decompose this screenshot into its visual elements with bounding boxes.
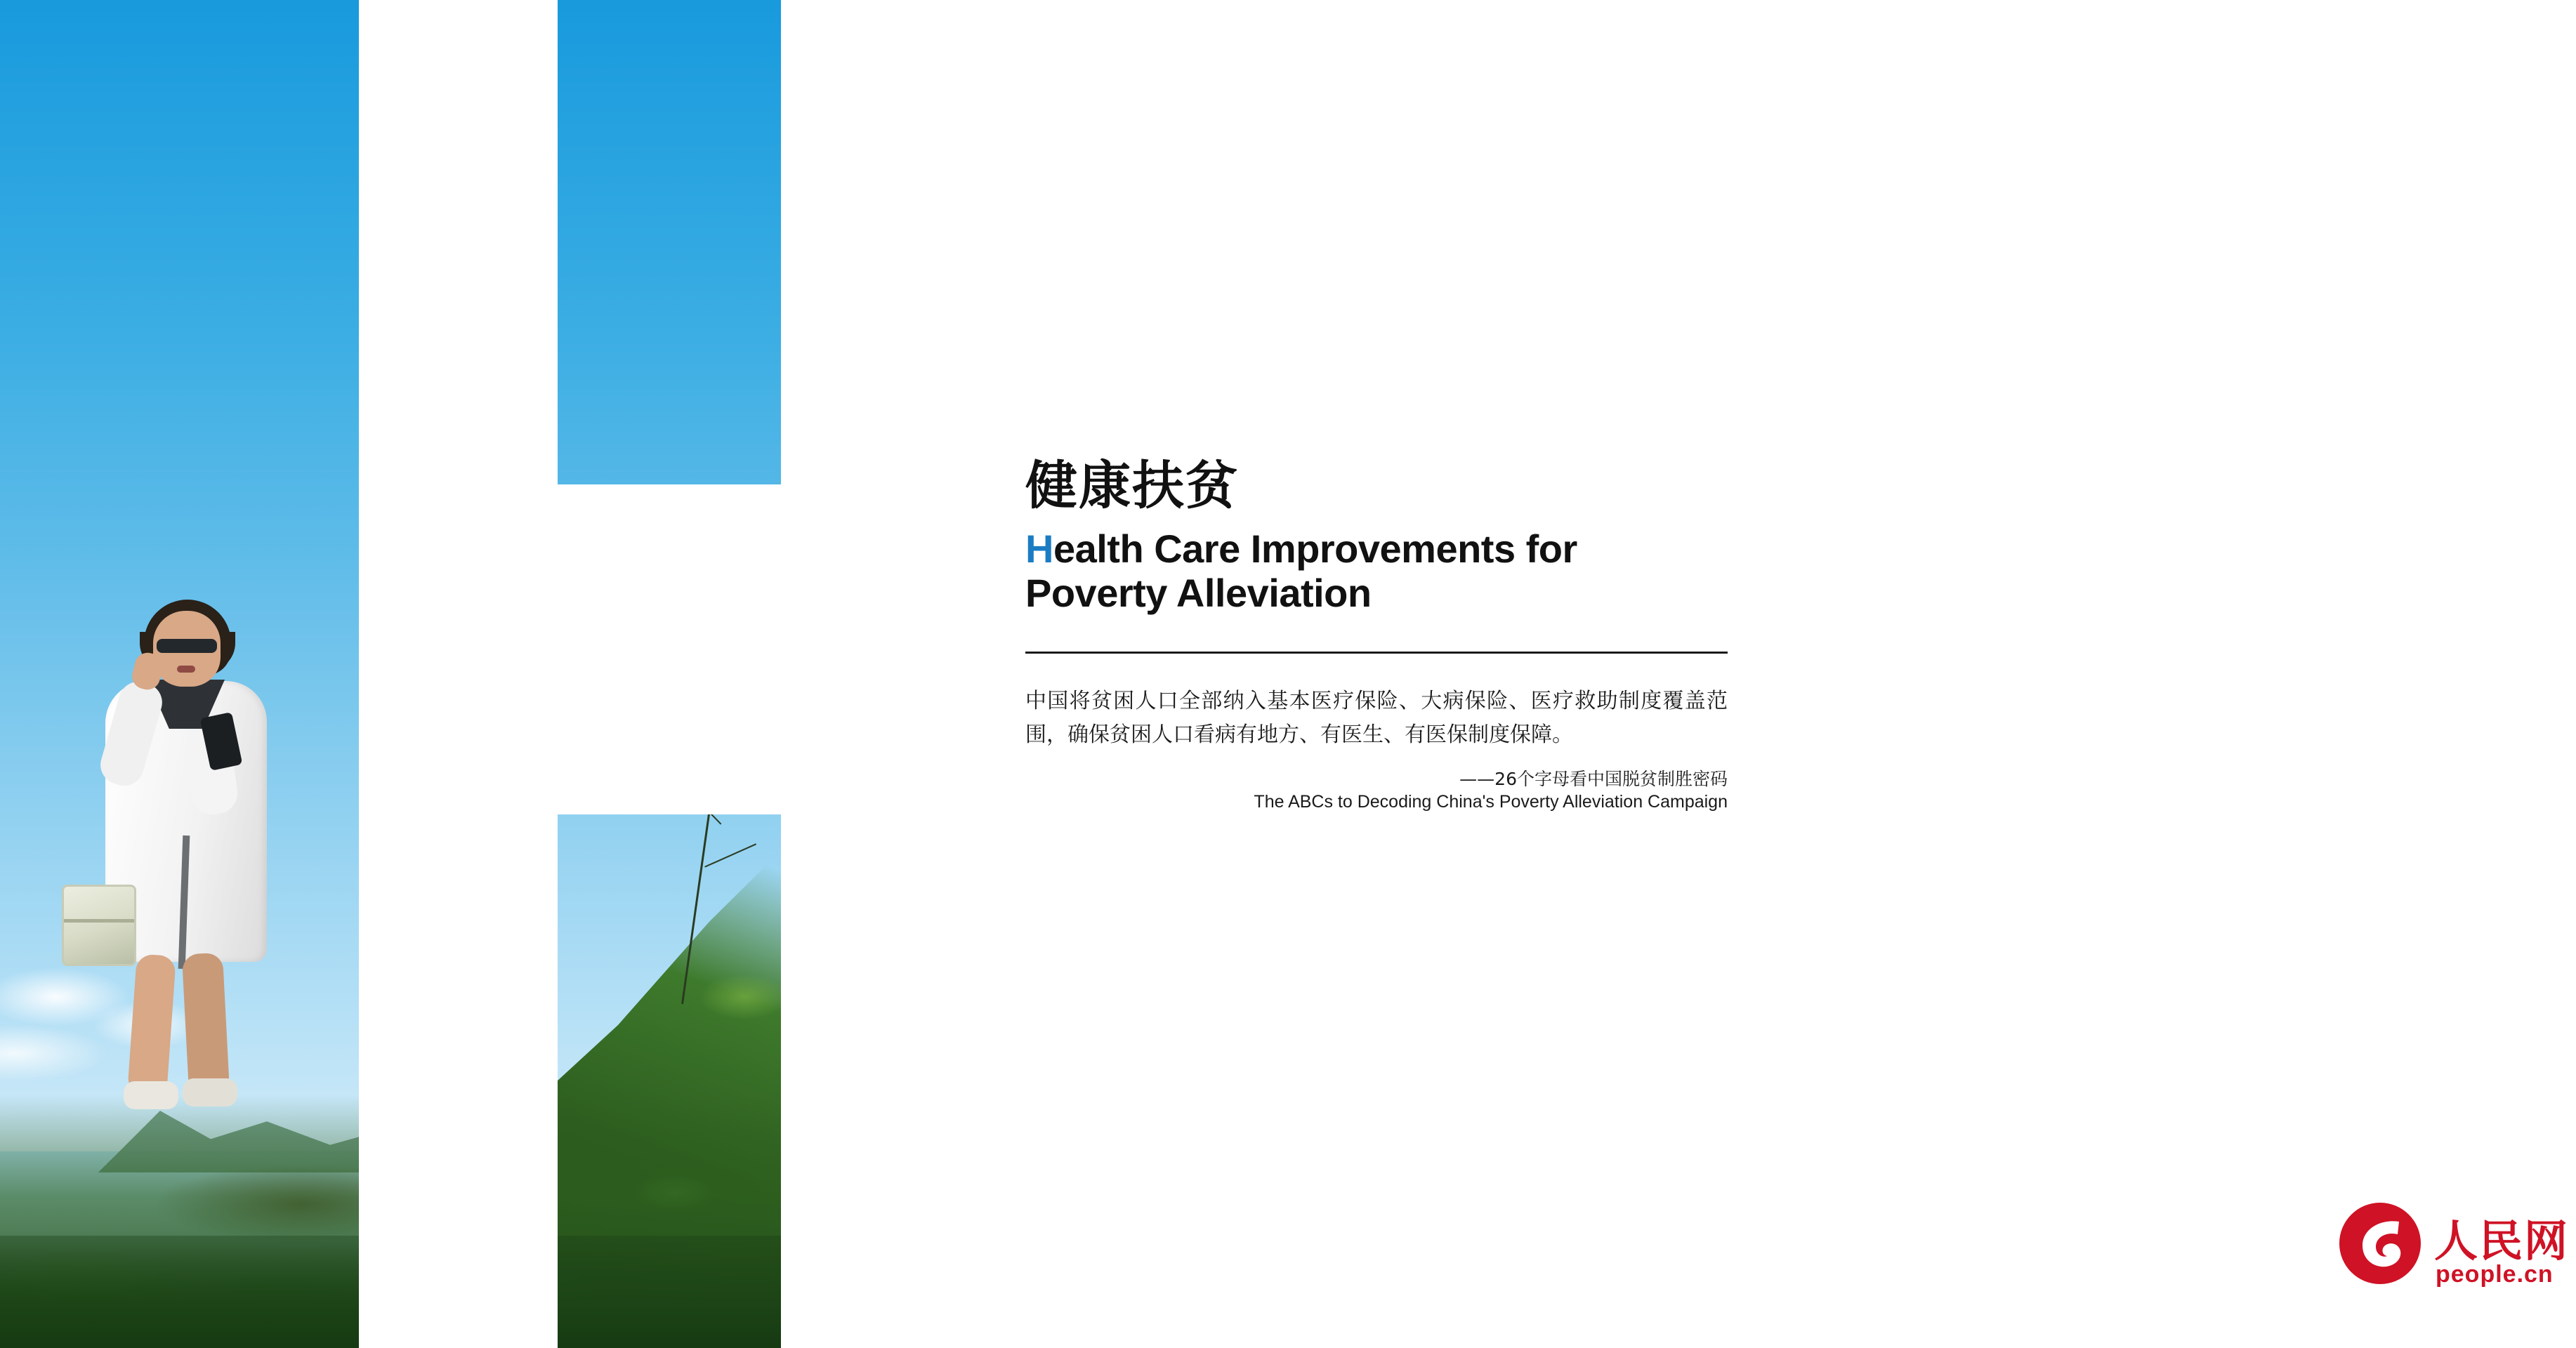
logo-name-chinese: 人民网 xyxy=(2434,1215,2570,1267)
headline-english-line1: ealth Care Improvements for xyxy=(1053,527,1577,571)
logo-name-english: people.cn xyxy=(2436,1261,2554,1288)
photo-panel xyxy=(0,0,926,1348)
attribution-chinese: ——26个字母看中国脱贫制胜密码 xyxy=(1459,769,1728,789)
text-panel xyxy=(926,0,2570,1348)
people-cn-logo xyxy=(2337,1201,2576,1299)
people-cn-logo-icon xyxy=(2337,1201,2423,1286)
headline-english xyxy=(1025,527,1728,616)
headline-english-line2: Poverty Alleviation xyxy=(1025,571,1372,616)
headline-accent-letter: H xyxy=(1025,527,1053,571)
body-paragraph: 中国将贫困人口全部纳入基本医疗保险、大病保险、医疗救助制度覆盖范围，确保贫困人口看病有地方、有医生、有医保制度保障。 xyxy=(1025,689,1728,747)
attribution-english: The ABCs to Decoding China's Poverty Alleviation Campaign xyxy=(1254,792,1728,812)
divider-rule xyxy=(1025,652,1728,654)
headline-chinese: 健康扶贫 xyxy=(1025,456,1239,516)
letter-h-overlay xyxy=(0,0,926,1348)
